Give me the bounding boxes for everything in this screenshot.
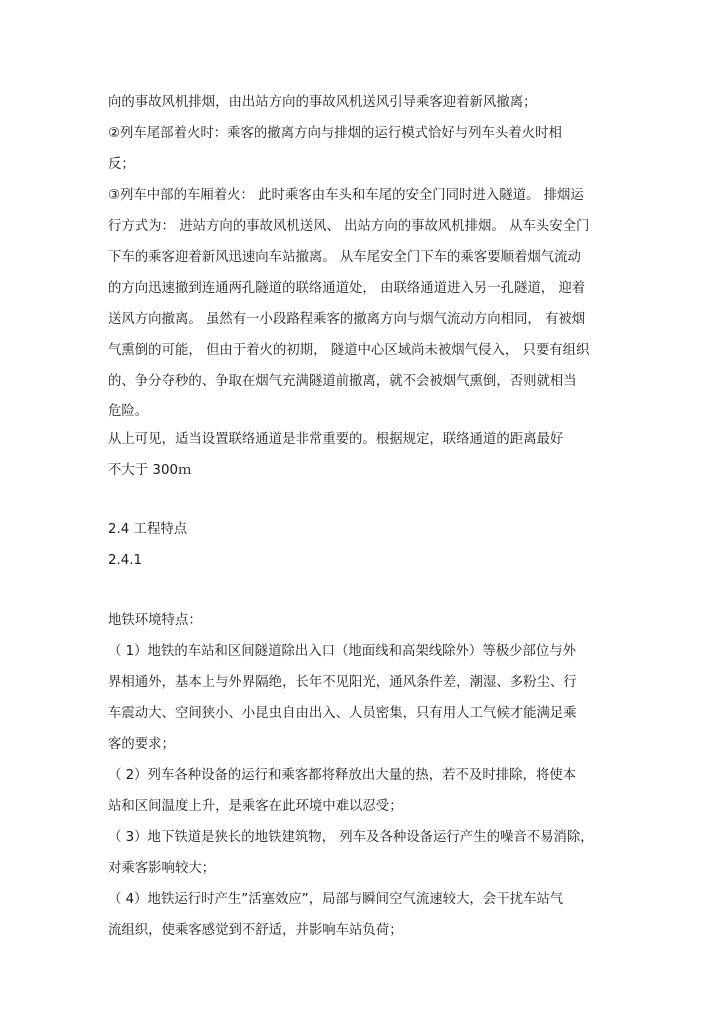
text-line-12: 从上可见，适当设置联络通道是非常重要的。根据规定，联络通道的距离最好 [108, 432, 564, 447]
text-line-6: 下车的乘客迎着新风迅速向车站撤离。 从车尾安全门下车的乘客要顺着烟气流动 [108, 250, 581, 265]
text-line-23: （ 3）地下铁道是狭长的地铁建筑物， 列车及各种设备运行产生的噪音不易消除， [108, 830, 594, 845]
text-line-10: 的、争分夺秒的、争取在烟气充满隧道前撤离，就不会被烟气熏倒，否则就相当 [108, 374, 577, 389]
text-line-7: 的方向迅速撤到连通两孔隧道的联络通道处， 由联络通道进入另一孔隧道， 迎着 [108, 281, 586, 296]
subsection-number: 2.4.1 [108, 553, 143, 568]
text-line-26: 流组织，使乘客感觉到不舒适，并影响车站负荷； [108, 923, 403, 938]
text-line-25: （ 4）地铁运行时产生”活塞效应”，局部与瞬间空气流速较大，会干扰车站气 [108, 892, 564, 907]
text-line-19: 车震动大、空间狭小、小昆虫自由出入、人员密集，只有用人工气候才能满足乘 [108, 706, 577, 721]
text-line-5: 行方式为： 进站方向的事故风机送风、 出站方向的事故风机排烟。 从车头安全门 [108, 219, 590, 234]
text-line-4: ③列车中部的车厢着火： 此时乘客由车头和车尾的安全门同时进入隧道。 排烟运 [108, 188, 584, 203]
text-line-24: 对乘客影响较大； [108, 861, 216, 876]
text-line-1: 向的事故风机排烟，由出站方向的事故风机送风引导乘客迎着新风撤离； [108, 95, 537, 110]
section-heading: 2.4 工程特点 [108, 522, 188, 537]
list-title: 地铁环境特点： [108, 613, 202, 628]
text-line-3: 反； [108, 157, 135, 172]
text-line-11: 危险。 [108, 404, 149, 419]
text-line-9: 气熏倒的可能， 但由于着火的初期， 隧道中心区域尚未被烟气侵入， 只要有组织 [108, 343, 590, 358]
text-line-2: ②列车尾部着火时：乘客的撤离方向与排烟的运行模式恰好与列车头着火时相 [108, 126, 562, 141]
text-line-18: 界相通外，基本上与外界隔绝，长年不见阳光，通风条件差，潮湿、多粉尘、行 [108, 675, 577, 690]
text-line-22: 站和区间温度上升，是乘客在此环境中难以忍受； [108, 799, 403, 814]
text-line-13: 不大于 300ｍ [108, 463, 192, 478]
text-line-20: 客的要求； [108, 737, 175, 752]
text-line-17: （ 1）地铁的车站和区间隧道除出入口（地面线和高架线除外）等极少部位与外 [108, 644, 577, 659]
text-line-21: （ 2）列车各种设备的运行和乘客都将释放出大量的热，若不及时排除，将使本 [108, 768, 577, 783]
text-line-8: 送风方向撤离。 虽然有一小段路程乘客的撤离方向与烟气流动方向相同， 有被烟 [108, 312, 586, 327]
